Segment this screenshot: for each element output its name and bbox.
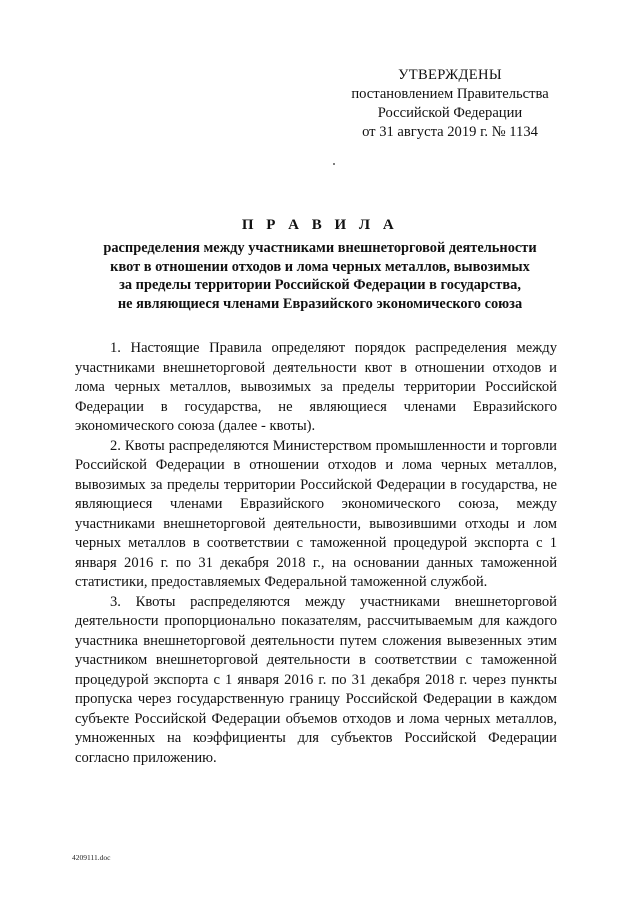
approval-block [330,66,570,142]
approval-line-1: постановлением Правительства [351,86,549,102]
approval-line-2: Российской Федерации [377,105,523,121]
approval-title: УТВЕРЖДЕНЫ [398,67,502,83]
subtitle-line: квот в отношении отходов и лома черных металлов, вывозимых [110,258,530,275]
file-name-footer: 4209111.doc [72,853,111,862]
subtitle-line: за пределы территории Российской Федерации в государства, [119,277,521,293]
approval-line-3: от 31 августа 2019 г. № 1134 [362,124,538,140]
paragraph-1: 1. Настоящие Правила определяют порядок распределения между участниками внешнеторговой деятельности квот в отношении отходов и лома черных металлов, вывозимых за пределы территории Российской Федерации в государства, не являющиеся членами Евразийского экономического союза (далее - квоты). [75,340,557,434]
document-title: П Р А В И Л А [241,217,399,233]
paragraph-2: 2. Квоты распределяются Министерством промышленности и торговли Российской Федерации в отношении отходов и лома черных металлов, вывозимых за пределы территории Российской Федерации в государства, не являющиеся членами Евразийского экономического союза, между участниками внешнеторговой деятельности, вывозившими отходы и лом черных металлов в соответствии с таможенной процедурой экспорта с 1 января 2016 г. по 31 декабря 2018 г., на основании данных таможенной статистики, предоставляемых Федеральной таможенной службой. [75,437,557,590]
paragraph-3: 3. Квоты распределяются между участниками внешнеторговой деятельности пропорционально показателям, рассчитываемым для каждого участника внешнеторговой деятельности путем сложения вывезенных этим участником внешнеторговой деятельности в соответствии с таможенной процедурой экспорта с 1 января 2016 г. по 31 декабря 2018 г. через пункты пропуска через государственную границу Российской Федерации в каждом субъекте Российской Федерации объемов отходов и лома черных металлов, умноженных на коэффициенты для субъектов Российской Федерации согласно приложению. [75,593,557,766]
document-subtitle [50,239,590,313]
document-body [75,339,557,768]
subtitle-line: не являющиеся членами Евразийского экономического союза [117,295,523,312]
subtitle-line: распределения между участниками внешнеторговой деятельности [103,240,537,256]
scan-dot [333,163,335,165]
